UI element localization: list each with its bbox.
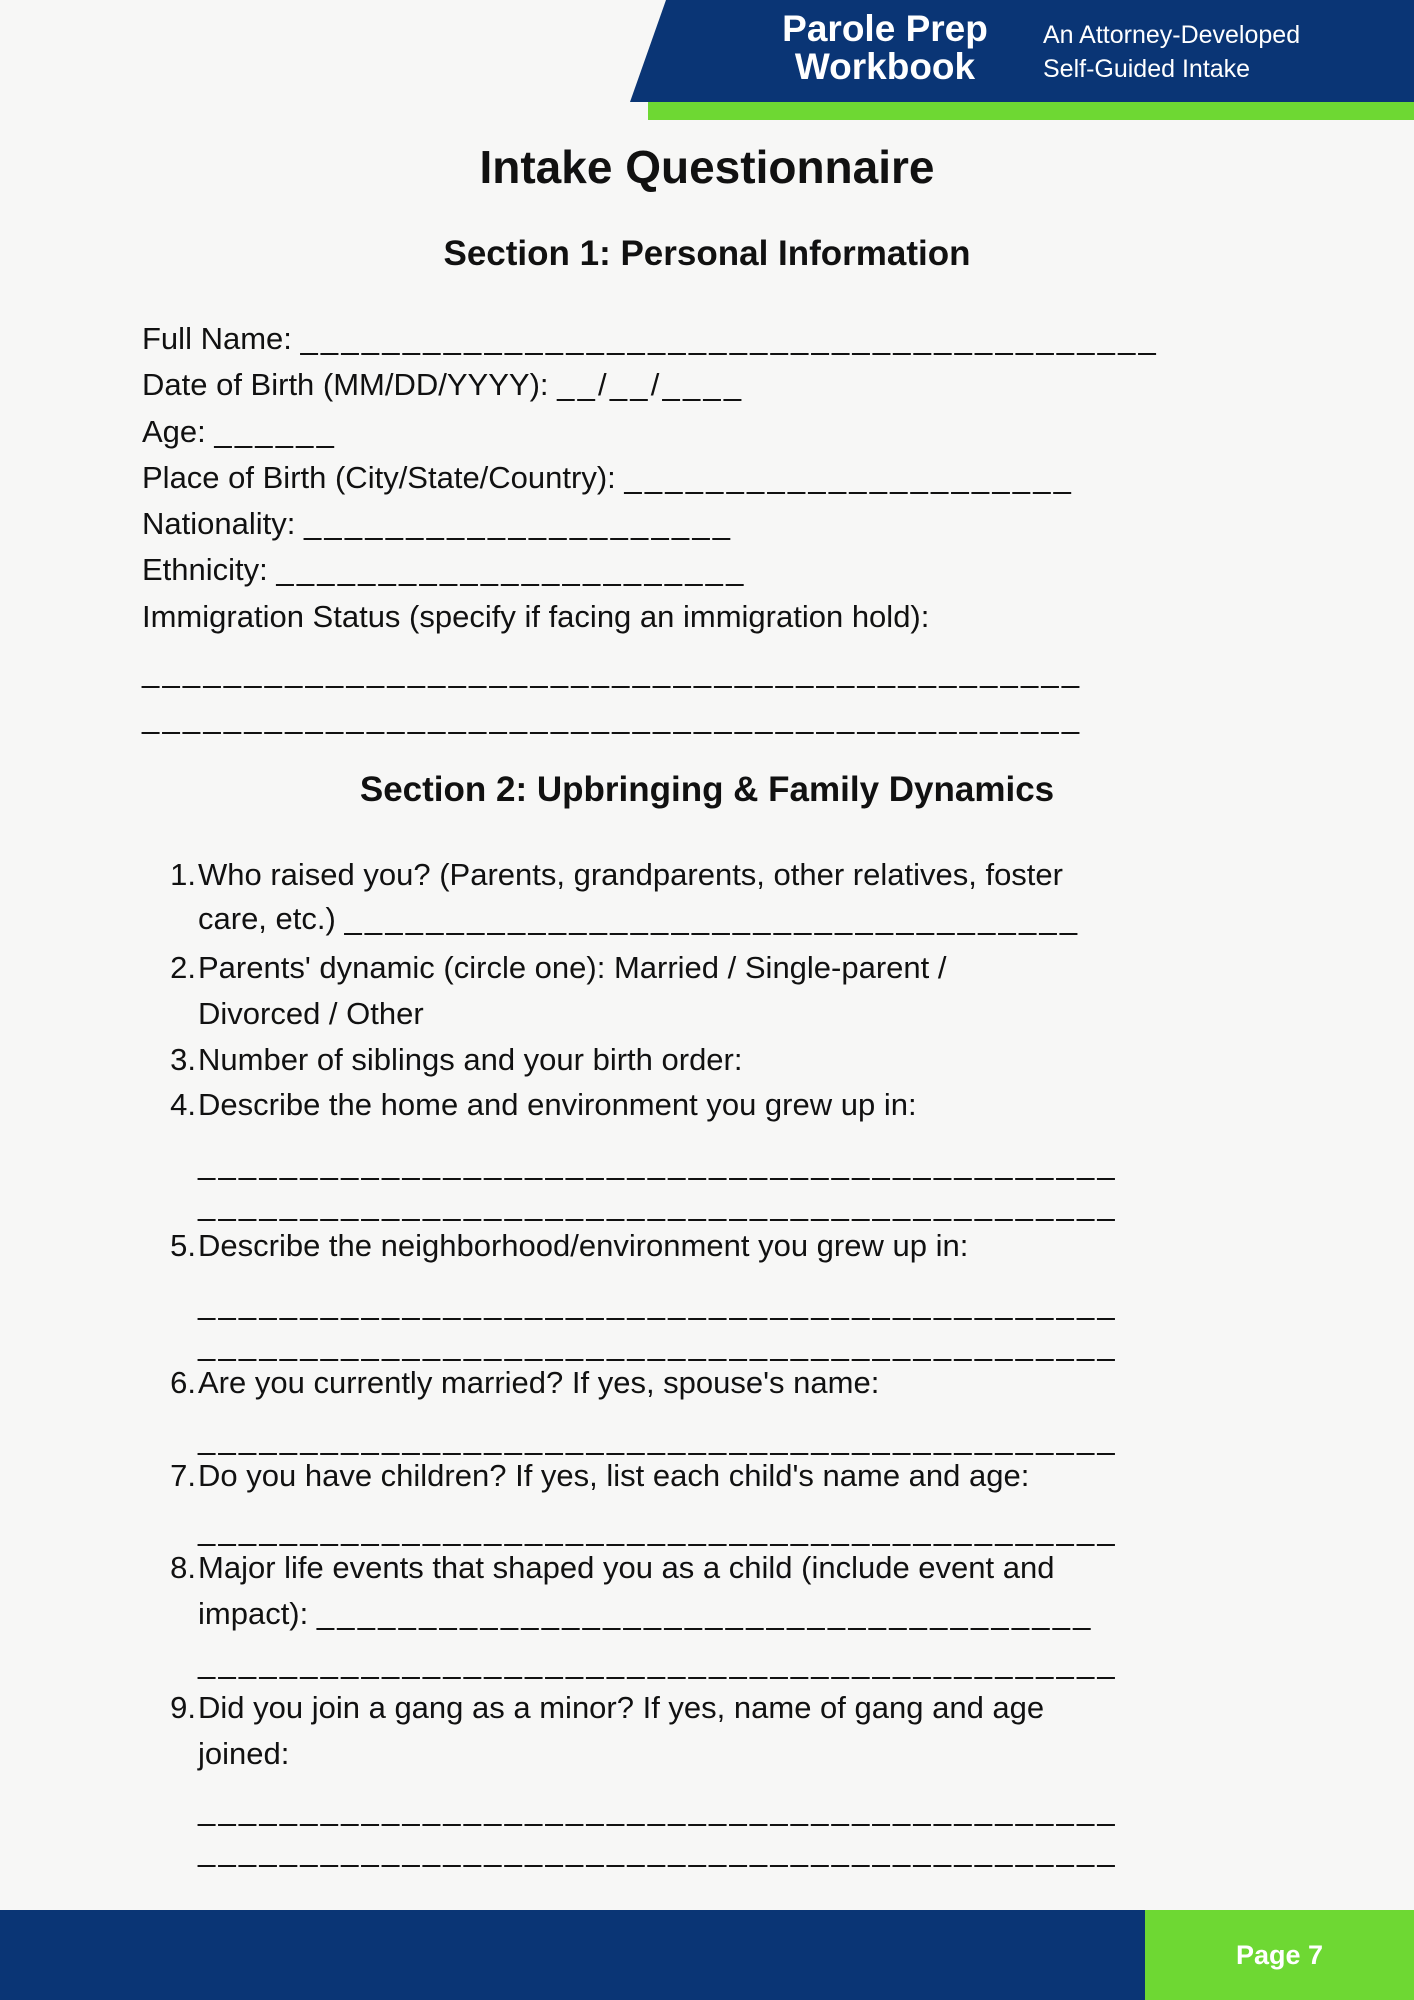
tagline [1043, 18, 1300, 86]
question-1: Who raised you? (Parents, grandparents, other relatives, foster [198, 857, 1063, 892]
item-number: 6. [170, 1365, 196, 1400]
question-9-cont: joined: [198, 1736, 290, 1771]
field-blank[interactable]: _______________________ [276, 552, 747, 587]
brand-line-2: Workbook [794, 46, 976, 87]
field-immigration-status [142, 595, 929, 639]
question-4: Describe the home and environment you grew up in: [198, 1087, 917, 1122]
item-number: 1. [170, 857, 196, 892]
field-date-of-birth[interactable] [142, 363, 744, 407]
field-label: Date of Birth (MM/DD/YYYY): [142, 367, 558, 402]
question-2-cont: Divorced / Other [198, 996, 424, 1031]
answer-blank[interactable]: _____________________________________________ [198, 1286, 1118, 1321]
immigration-blank-1[interactable]: ______________________________________________ [142, 654, 1083, 689]
header-accent-stripe [648, 102, 1414, 120]
immigration-blank-2[interactable]: ______________________________________________ [142, 700, 1083, 735]
field-ethnicity[interactable] [142, 548, 747, 592]
brand-logo [760, 10, 1010, 86]
question-3: Number of siblings and your birth order: [198, 1042, 743, 1077]
item-number: 8. [170, 1550, 196, 1585]
question-2: Parents' dynamic (circle one): Married / Single-parent / [198, 950, 947, 985]
answer-blank[interactable]: _____________________________________________ [198, 1512, 1118, 1547]
item-number: 9. [170, 1690, 196, 1725]
field-blank[interactable]: ______________________ [624, 460, 1075, 495]
field-label: Ethnicity: [142, 552, 277, 587]
tagline-line-2: Self-Guided Intake [1043, 55, 1251, 83]
answer-blank[interactable]: _____________________________________________ [198, 1327, 1118, 1362]
question-1-cont[interactable] [198, 897, 1080, 941]
answer-blank[interactable]: ______________________________________ [316, 1596, 1094, 1631]
answer-blank[interactable]: ____________________________________ [344, 901, 1081, 936]
section-1-heading: Section 1: Personal Information [443, 234, 971, 273]
item-number: 3. [170, 1042, 196, 1077]
question-6: Are you currently married? If yes, spouse's name: [198, 1365, 880, 1400]
answer-blank[interactable]: _____________________________________________ [198, 1421, 1118, 1456]
field-label: Full Name: [142, 321, 301, 356]
answer-blank[interactable]: _____________________________________________ [198, 1833, 1118, 1868]
item-number: 7. [170, 1458, 196, 1493]
question-5: Describe the neighborhood/environment you grew up in: [198, 1228, 969, 1263]
field-blank[interactable]: ______ [214, 414, 338, 449]
tagline-line-1: An Attorney-Developed [1043, 21, 1301, 49]
field-label: Nationality: [142, 506, 304, 541]
field-nationality[interactable] [142, 502, 733, 546]
question-8: Major life events that shaped you as a child (include event and [198, 1550, 1055, 1585]
field-blank[interactable]: _____________________ [303, 506, 734, 541]
field-blank[interactable]: __________________________________________ [300, 321, 1159, 356]
page-number: Page 7 [1235, 1940, 1324, 1970]
field-blank[interactable]: __/__/____ [557, 367, 745, 402]
question-7: Do you have children? If yes, list each child's name and age: [198, 1458, 1030, 1493]
item-number: 5. [170, 1228, 196, 1263]
question-text: care, etc.) [198, 901, 345, 936]
answer-blank[interactable]: _____________________________________________ [198, 1146, 1118, 1181]
section-2-heading: Section 2: Upbringing & Family Dynamics [359, 770, 1055, 809]
answer-blank[interactable]: _____________________________________________ [198, 1645, 1118, 1680]
field-label: Age: [142, 414, 215, 449]
item-number: 2. [170, 950, 196, 985]
item-number: 4. [170, 1087, 196, 1122]
brand-line-1: Parole Prep [782, 8, 988, 49]
field-place-of-birth[interactable] [142, 456, 1074, 500]
field-age[interactable] [142, 410, 337, 454]
question-text: impact): [198, 1596, 317, 1631]
field-full-name[interactable] [142, 317, 1159, 361]
answer-blank[interactable]: _____________________________________________ [198, 1792, 1118, 1827]
answer-blank[interactable]: _____________________________________________ [198, 1187, 1118, 1222]
question-8-cont[interactable] [198, 1592, 1094, 1636]
question-9: Did you join a gang as a minor? If yes, name of gang and age [198, 1690, 1045, 1725]
page-title: Intake Questionnaire [479, 141, 935, 193]
field-label: Immigration Status (specify if facing an immigration hold): [142, 599, 930, 634]
field-label: Place of Birth (City/State/Country): [142, 460, 625, 495]
